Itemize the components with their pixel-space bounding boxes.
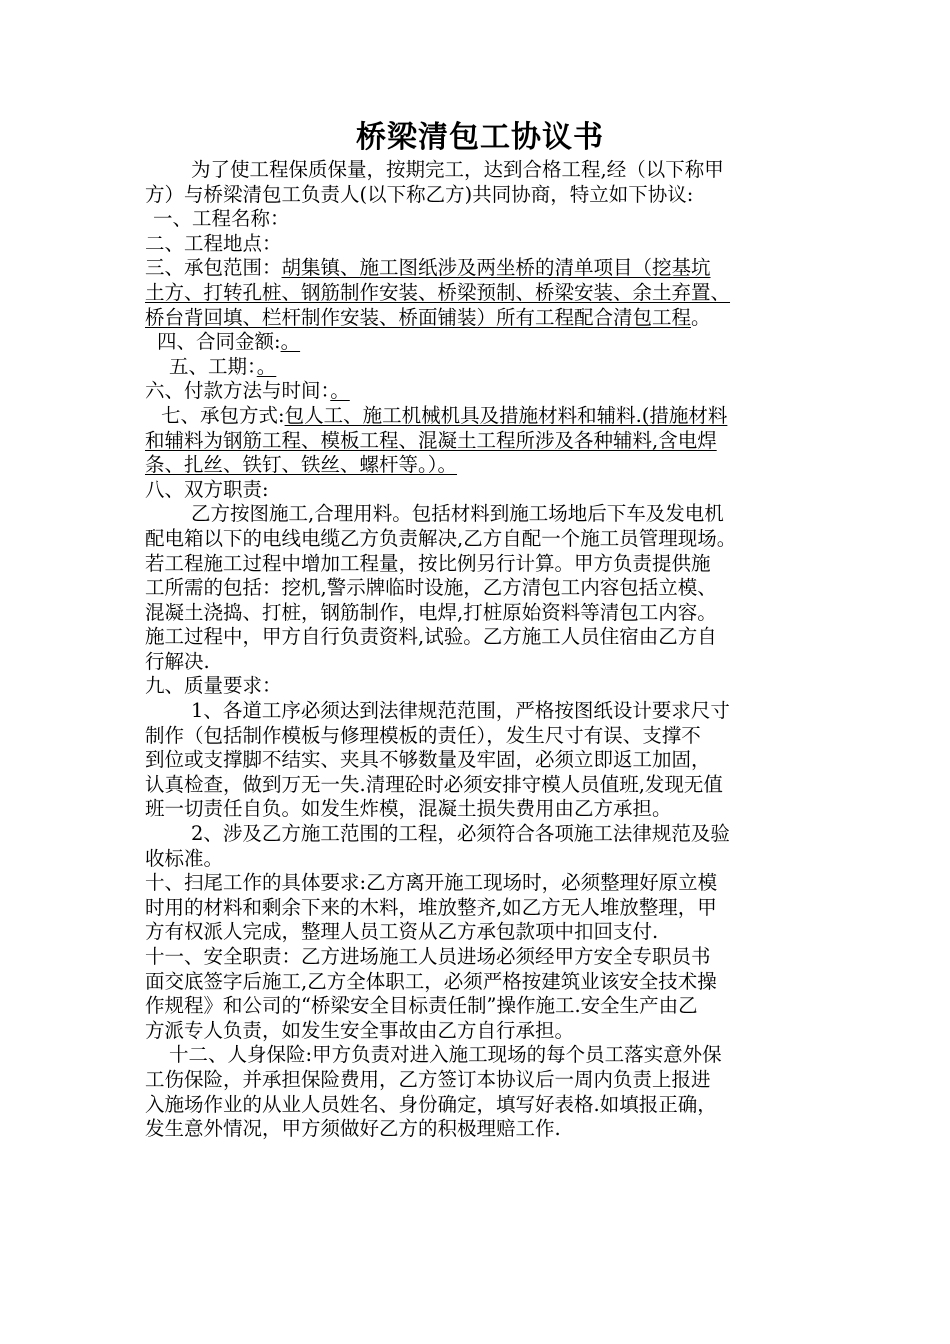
section-cleanup xyxy=(145,871,815,945)
intro-line: 为了使工程保质保量，按期完工，达到合格工程,经（以下称甲 xyxy=(191,158,724,181)
responsibilities-line: 乙方按图施工,合理用料。包括材料到施工场地后下车及发电机 xyxy=(191,502,724,526)
section-payment xyxy=(145,379,815,404)
document-title: 桥梁清包工协议书 xyxy=(356,120,604,155)
agreement-document xyxy=(145,118,815,1142)
quality-line: 到位或支撑脚不结实、夹具不够数量及牢固，必须立即返工加固， xyxy=(145,748,711,772)
section-quality xyxy=(145,674,815,871)
method-text: 条、扎丝、铁钉、铁丝、螺杆等。）。 xyxy=(145,453,458,477)
amount-label: 四、合同金额: xyxy=(157,330,281,354)
responsibilities-line: 混凝土浇捣、打桩，钢筋制作，电焊,打桩原始资料等清包工内容。 xyxy=(145,600,717,624)
quality-line: 1、各道工序必须达到法律规范范围，严格按图纸设计要求尺寸 xyxy=(191,699,730,723)
method-text: 包人工、施工机械机具及措施材料和辅料.(措施材料 xyxy=(284,403,728,427)
responsibilities-line: 行解决. xyxy=(145,649,210,673)
insurance-line: 发生意外情况，甲方须做好乙方的积极理赔工作. xyxy=(145,1117,561,1141)
scope-text: 胡集镇、施工图纸涉及两坐桥的清单项目（挖基坑 xyxy=(281,256,711,280)
amount-value: 。 xyxy=(280,330,301,354)
responsibilities-line: 配电箱以下的电线电缆乙方负责解决,乙方自配一个施工员管理现场。 xyxy=(145,526,737,550)
quality-line: 2、涉及乙方施工范围的工程，必须符合各项施工法律规范及验 xyxy=(191,822,730,846)
responsibilities-line: 施工过程中，甲方自行负责资料,试验。乙方施工人员住宿由乙方自 xyxy=(145,625,717,649)
safety-line: 作规程》和公司的“桥梁安全目标责任制”操作施工.安全生产由乙 xyxy=(145,994,698,1018)
intro-line: 方）与桥梁清包工负责人(以下称乙方)共同协商，特立如下协议: xyxy=(145,182,694,206)
section-safety xyxy=(145,945,815,1043)
section-contract-amount xyxy=(145,330,815,355)
quality-line: 认真检查，做到万无一失.清理砼时必须安排守模人员值班,发现无值 xyxy=(145,772,723,796)
quality-line: 收标准。 xyxy=(145,846,224,870)
payment-value: 。 xyxy=(330,379,350,403)
quality-line: 班一切责任自负。如发生炸模，混凝土损失费用由乙方承担。 xyxy=(145,797,672,821)
safety-line: 十一、安全职责：乙方进场施工人员进场必须经甲方安全专职员书 xyxy=(145,945,711,968)
responsibilities-line: 工所需的包括：挖机,警示牌临时设施，乙方清包工内容包括立模、 xyxy=(145,576,717,600)
section-insurance xyxy=(145,1043,815,1141)
quality-label: 九、质量要求： xyxy=(145,674,282,698)
section-project-name: 一、工程名称： xyxy=(153,207,290,231)
cleanup-line: 方有权派人完成，整理人员工资从乙方承包款项中扣回支付. xyxy=(145,920,659,944)
quality-line: 制作（包括制作模板与修理模板的责任），发生尺寸有误、支撑不 xyxy=(145,723,701,747)
method-label: 七、承包方式: xyxy=(161,403,285,427)
section-duration xyxy=(145,355,815,380)
section-responsibilities xyxy=(145,478,815,675)
scope-end: 。 xyxy=(691,305,711,329)
method-text: 和辅料为钢筋工程、模板工程、混凝土工程所涉及各种辅料,含电焊 xyxy=(145,428,717,452)
cleanup-line: 时用的材料和剩余下来的木料，堆放整齐,如乙方无人堆放整理，甲 xyxy=(145,895,717,919)
safety-line: 面交底签字后施工,乙方全体职工，必须严格按建筑业该安全技术操 xyxy=(145,969,717,993)
intro-paragraph xyxy=(145,158,815,207)
section-contract-method xyxy=(145,404,815,478)
insurance-line: 入施场作业的从业人员姓名、身份确定，填写好表格.如填报正确， xyxy=(145,1092,717,1116)
responsibilities-line: 若工程施工过程中增加工程量，按比例另行计算。甲方负责提供施 xyxy=(145,551,711,575)
section-contract-scope xyxy=(145,256,815,330)
scope-text: 土方、打转孔桩、钢筋制作安装、桥梁预制、桥梁安装、余土弃置、 xyxy=(145,280,731,304)
safety-line: 方派专人负责，如发生安全事故由乙方自行承担。 xyxy=(145,1018,575,1042)
section-project-location: 二、工程地点： xyxy=(145,231,282,255)
cleanup-line: 十、扫尾工作的具体要求:乙方离开施工现场时，必须整理好原立模 xyxy=(145,871,718,895)
duration-value: 。 xyxy=(256,354,277,378)
insurance-line: 十二、人身保险:甲方负责对进入施工现场的每个员工落实意外保 xyxy=(169,1043,722,1067)
duration-label: 五、工期： xyxy=(169,354,257,378)
insurance-line: 工伤保险，并承担保险费用，乙方签订本协议后一周内负责上报进 xyxy=(145,1067,711,1091)
responsibilities-label: 八、双方职责: xyxy=(145,477,269,501)
scope-label: 三、承包范围： xyxy=(145,256,282,280)
payment-label: 六、付款方法与时间： xyxy=(145,379,331,403)
scope-text: 桥台背回填、栏杆制作安装、桥面铺装）所有工程配合清包工程 xyxy=(145,305,692,329)
